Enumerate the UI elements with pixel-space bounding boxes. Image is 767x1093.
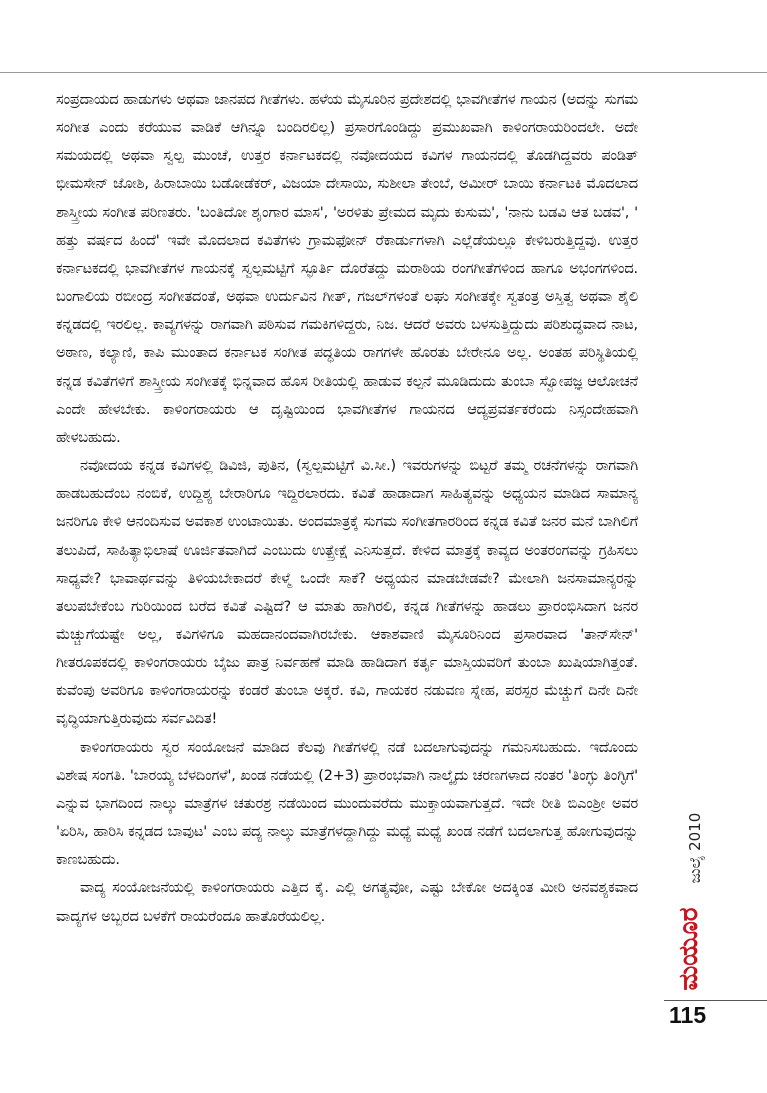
top-rule: [0, 72, 767, 73]
article-body: [56, 86, 638, 931]
paragraph-4: ವಾದ್ಯ ಸಂಯೋಜನೆಯಲ್ಲಿ ಕಾಳಿಂಗರಾಯರು ಎತ್ತಿದ ಕೈ. ಎಲ್ಲಿ ಅಗತ್ಯವೋ, ಎಷ್ಟು ಬೇಕೋ ಅದಕ್ಕಿಂತ ಮೀರಿ ಅನವಶ್ಯಕವಾದ ವಾದ್ಯಗಳ ಅಬ್ಬರದ ಬಳಕೆಗೆ ರಾಯರೆಂದೂ ಹಾತೊರೆಯಲಿಲ್ಲ.: [56, 880, 638, 925]
page-number: 115: [669, 1002, 707, 1028]
mayura-logo-text: ಮಯೂರ: [674, 907, 704, 991]
issue-date: [688, 808, 702, 888]
issue-date-label: ಜುಲೈ 2010: [686, 812, 704, 884]
sidebar-rule: [664, 1000, 767, 1001]
paragraph-3: ಕಾಳಿಂಗರಾಯರು ಸ್ವರ ಸಂಯೋಜನೆ ಮಾಡಿದ ಕೆಲವು ಗೀತೆಗಳಲ್ಲಿ ನಡೆ ಬದಲಾಗುವುದನ್ನು ಗಮನಿಸಬಹುದು. ಇದೊಂದು ವಿಶೇಷ ಸಂಗತಿ. 'ಬಾರಯ್ಯ ಬೆಳದಿಂಗಳೆ', ಖಂಡ ನಡೆಯಲ್ಲಿ (2+3) ಪ್ರಾರಂಭವಾಗಿ ನಾಲ್ಕೈದು ಚರಣಗಳಾದ ನಂತರ 'ತಿಂಗ್ಳು ತಿಂಗ್ಳಿಗೆ' ಎನ್ನುವ ಭಾಗದಿಂದ ನಾಲ್ಕು ಮಾತ್ರೆಗಳ ಚತುರಶ್ರ ನಡೆಯಿಂದ ಮುಂದುವರೆದು ಮುಕ್ತಾಯವಾಗುತ್ತದೆ. ಇದೇ ರೀತಿ ಬಿಎಂಶ್ರೀ ಅವರ 'ಏರಿಸಿ, ಹಾರಿಸಿ ಕನ್ನಡದ ಬಾವುಟ' ಎಂಬ ಪದ್ಯ ನಾಲ್ಕು ಮಾತ್ರೆಗಳದ್ದಾಗಿದ್ದು ಮಧ್ಯೆ ಮಧ್ಯೆ ಖಂಡ ನಡೆಗೆ ಬದಲಾಗುತ್ತ ಹೋಗುವುದನ್ನು ಕಾಣಬಹುದು.: [56, 739, 638, 869]
paragraph-1: ಸಂಪ್ರದಾಯದ ಹಾಡುಗಳು ಅಥವಾ ಜಾನಪದ ಗೀತೆಗಳು. ಹಳೆಯ ಮೈಸೂರಿನ ಪ್ರದೇಶದಲ್ಲಿ ಭಾವಗೀತೆಗಳ ಗಾಯನ (ಅದನ್ನು ಸುಗಮ ಸಂಗೀತ ಎಂದು ಕರೆಯುವ ವಾಡಿಕೆ ಆಗಿನ್ನೂ ಬಂದಿರಲಿಲ್ಲ) ಪ್ರಸಾರಗೊಂಡಿದ್ದು ಪ್ರಮುಖವಾಗಿ ಕಾಳಿಂಗರಾಯರಿಂದಲೇ. ಅದೇ ಸಮಯದಲ್ಲಿ ಅಥವಾ ಸ್ವಲ್ಪ ಮುಂಚೆ, ಉತ್ತರ ಕರ್ನಾಟಕದಲ್ಲಿ ನವೋದಯದ ಕವಿಗಳ ಗಾಯನದಲ್ಲಿ ತೊಡಗಿದ್ದವರು ಪಂಡಿತ್ ಭೀಮಸೇನ್ ಜೋಶಿ, ಹಿರಾಬಾಯಿ ಬಡೋಡೆಕರ್, ವಿಜಯಾ ದೇಸಾಯಿ, ಸುಶೀಲಾ ತೇಂಬೆ, ಅಮೀರ್ ಬಾಯಿ ಕರ್ನಾಟಕಿ ಮೊದಲಾದ ಶಾಸ್ತ್ರೀಯ ಸಂಗೀತ ಪರಿಣತರು. 'ಬಂತಿದೋ ಶೃಂಗಾರ ಮಾಸ', 'ಅರಳಿತು ಪ್ರೇಮದ ಮೃದು ಕುಸುಮ', 'ನಾನು ಬಡವಿ ಆತ ಬಡವ', ' ಹತ್ತು ವರ್ಷದ ಹಿಂದೆ' ಇವೇ ಮೊದಲಾದ ಕವಿತೆಗಳು ಗ್ರಾಮಫೋನ್ ರೆಕಾರ್ಡುಗಳಾಗಿ ಎಲ್ಲೆಡೆಯಲ್ಲೂ ಕೇಳಿಬರುತ್ತಿದ್ದವು. ಉತ್ತರ ಕರ್ನಾಟಕದಲ್ಲಿ ಭಾವಗೀತೆಗಳ ಗಾಯನಕ್ಕೆ ಸ್ವಲ್ಪಮಟ್ಟಿಗೆ ಸ್ಫೂರ್ತಿ ದೊರೆತದ್ದು ಮರಾಠಿಯ ರಂಗಗೀತೆಗಳಿಂದ ಹಾಗೂ ಅಭಂಗಗಳಿಂದ. ಬಂಗಾಲಿಯ ರಬೀಂದ್ರ ಸಂಗೀತದಂತೆ, ಅಥವಾ ಉರ್ದುವಿನ ಗೀತ್, ಗಜಲ್‌ಗಳಂತೆ ಲಘು ಸಂಗೀತಕ್ಕೇ ಸ್ವತಂತ್ರ ಅಸ್ತಿತ್ವ ಅಥವಾ ಶೈಲಿ ಕನ್ನಡದಲ್ಲಿ ಇರಲಿಲ್ಲ. ಕಾವ್ಯಗಳನ್ನು ರಾಗವಾಗಿ ಪಠಿಸುವ ಗಮಕಿಗಳಿದ್ದರು, ನಿಜ. ಆದರೆ ಅವರು ಬಳಸುತ್ತಿದ್ದುದು ಪರಿಶುದ್ಧವಾದ ನಾಟ, ಅಠಾಣ, ಕಲ್ಯಾಣಿ, ಕಾಪಿ ಮುಂತಾದ ಕರ್ನಾಟಕ ಸಂಗೀತ ಪದ್ಧತಿಯ ರಾಗಗಳೇ ಹೊರತು ಬೇರೇನೂ ಅಲ್ಲ. ಅಂತಹ ಪರಿಸ್ಥಿತಿಯಲ್ಲಿ ಕನ್ನಡ ಕವಿತೆಗಳಿಗೆ ಶಾಸ್ತ್ರೀಯ ಸಂಗೀತಕ್ಕೆ ಭಿನ್ನವಾದ ಹೊಸ ರೀತಿಯಲ್ಲಿ ಹಾಡುವ ಕಲ್ಪನೆ ಮೂಡಿದುದು ತುಂಬಾ ಸ್ವೋಪಜ್ಞ ಆಲೋಚನೆ ಎಂದೇ ಹೇಳಬೇಕು. ಕಾಳಿಂಗರಾಯರು ಆ ದೃಷ್ಟಿಯಿಂದ ಭಾವಗೀತೆಗಳ ಗಾಯನದ ಆದ್ಯಪ್ರವರ್ತಕರೆಂದು ನಿಸ್ಸಂದೇಹವಾಗಿ ಹೇಳಬಹುದು.: [56, 92, 638, 446]
mayura-logo: [658, 900, 720, 998]
paragraph-2: ನವೋದಯ ಕನ್ನಡ ಕವಿಗಳಲ್ಲಿ ಡಿವಿಜಿ, ಪುತಿನ, (ಸ್ವಲ್ಪಮಟ್ಟಿಗೆ ವಿ.ಸೀ.) ಇವರುಗಳನ್ನು ಬಿಟ್ಟರೆ ತಮ್ಮ ರಚನೆಗಳನ್ನು ರಾಗವಾಗಿ ಹಾಡಬಹುದೆಂಬ ನಂಬಿಕೆ, ಉದ್ದಿಶ್ಯ ಬೇರಾರಿಗೂ ಇದ್ದಿರಲಾರದು. ಕವಿತೆ ಹಾಡಾದಾಗ ಸಾಹಿತ್ಯವನ್ನು ಅಧ್ಯಯನ ಮಾಡಿದ ಸಾಮಾನ್ಯ ಜನರಿಗೂ ಕೇಳಿ ಆನಂದಿಸುವ ಅವಕಾಶ ಉಂಟಾಯಿತು. ಅಂದಮಾತ್ರಕ್ಕೆ ಸುಗಮ ಸಂಗೀತಗಾರರಿಂದ ಕನ್ನಡ ಕವಿತೆ ಜನರ ಮನೆ ಬಾಗಿಲಿಗೆ ತಲುಪಿದೆ, ಸಾಹಿತ್ಯಾಭಿಲಾಷೆ ಊರ್ಜಿತವಾಗಿದೆ ಎಂಬುದು ಉತ್ಪ್ರೇಕ್ಷೆ ಎನಿಸುತ್ತದೆ. ಕೇಳಿದ ಮಾತ್ರಕ್ಕೆ ಕಾವ್ಯದ ಅಂತರಂಗವನ್ನು ಗ್ರಹಿಸಲು ಸಾಧ್ಯವೇ? ಭಾವಾರ್ಥವನ್ನು ತಿಳಿಯಬೇಕಾದರೆ ಕೇಳ್ಮೆ ಒಂದೇ ಸಾಕೆ? ಅಧ್ಯಯನ ಮಾಡಬೇಡವೇ? ಮೇಲಾಗಿ ಜನಸಾಮಾನ್ಯರನ್ನು ತಲುಪಬೇಕೆಂಬ ಗುರಿಯಿಂದ ಬರೆದ ಕವಿತೆ ಎಷ್ಟಿದೆ? ಆ ಮಾತು ಹಾಗಿರಲಿ, ಕನ್ನಡ ಗೀತೆಗಳನ್ನು ಹಾಡಲು ಪ್ರಾರಂಭಿಸಿದಾಗ ಜನರ ಮೆಚ್ಚುಗೆಯಷ್ಟೇ ಅಲ್ಲ, ಕವಿಗಳಿಗೂ ಮಹದಾನಂದವಾಗಿರಬೇಕು. ಆಕಾಶವಾಣಿ ಮೈಸೂರಿನಿಂದ ಪ್ರಸಾರವಾದ 'ತಾನ್‌ಸೇನ್' ಗೀತರೂಪಕದಲ್ಲಿ ಕಾಳಿಂಗರಾಯರು ಬೈಜು ಪಾತ್ರ ನಿರ್ವಹಣೆ ಮಾಡಿ ಹಾಡಿದಾಗ ಕರ್ತೃ ಮಾಸ್ತಿಯವರಿಗೆ ತುಂಬಾ ಖುಷಿಯಾಗಿತ್ತಂತೆ. ಕುವೆಂಪು ಅವರಿಗೂ ಕಾಳಿಂಗರಾಯರನ್ನು ಕಂಡರೆ ತುಂಬಾ ಅಕ್ಕರೆ. ಕವಿ, ಗಾಯಕರ ನಡುವಣ ಸ್ನೇಹ, ಪರಸ್ಪರ ಮೆಚ್ಚುಗೆ ದಿನೇ ದಿನೇ ವೃದ್ಧಿಯಾಗುತ್ತಿರುವುದು ಸರ್ವವಿದಿತ!: [56, 458, 638, 728]
